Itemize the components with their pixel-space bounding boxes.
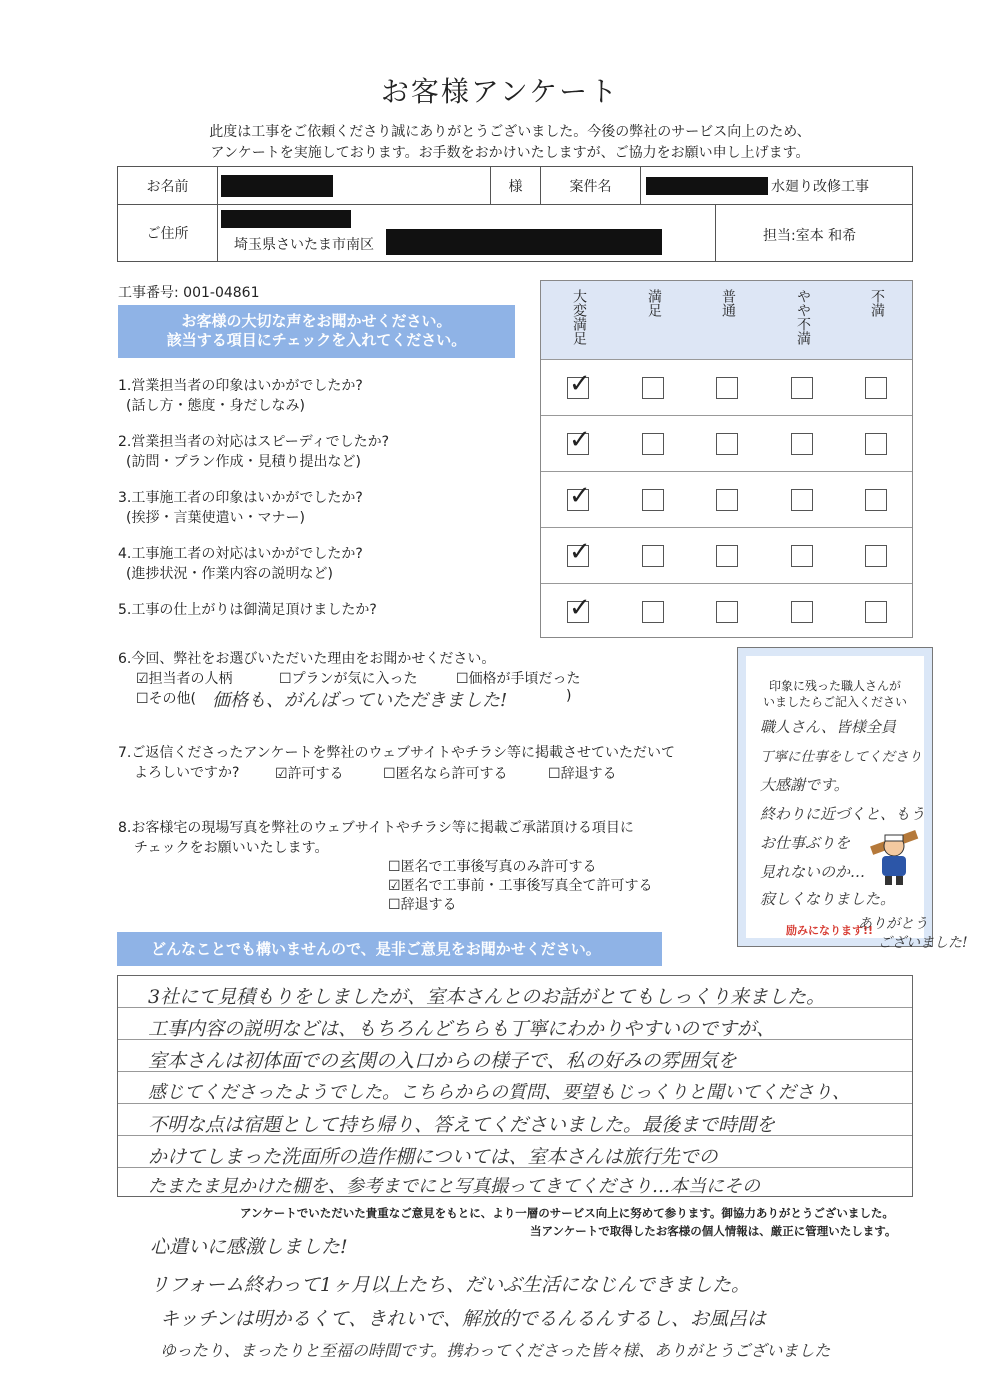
rating-checkbox[interactable] — [865, 545, 887, 567]
comment-line: 室本さんは初体面での玄関の入口からの様子で、私の好みの雰囲気を — [148, 1050, 737, 1072]
q6-option-other[interactable]: ☐その他( — [136, 691, 197, 707]
q8-option-all[interactable]: ☑匿名で工事前・工事後写真全て許可する — [388, 878, 653, 894]
question-2 — [118, 432, 389, 472]
sama-label: 様 — [491, 167, 541, 204]
header-line: お客様の大切な声をお聞かせください。 — [181, 312, 452, 330]
rating-checkbox[interactable] — [791, 601, 813, 623]
q8-option-after-only[interactable]: ☐匿名で工事後写真のみ許可する — [388, 859, 597, 875]
question-1 — [118, 376, 363, 416]
rating-checkbox[interactable] — [716, 601, 738, 623]
rating-checkbox[interactable] — [642, 489, 664, 511]
address-label: ご住所 — [118, 204, 218, 261]
comment-line: 工事内容の説明などは、もちろんどちらも丁寧にわかりやすいのですが、 — [148, 1018, 776, 1040]
option-label: 匿名なら許可する — [395, 766, 508, 782]
rating-checkbox[interactable] — [716, 545, 738, 567]
rating-grid — [540, 280, 913, 638]
option-label: プランが気に入った — [291, 671, 418, 687]
card-line: 職人さん、皆様全員 — [760, 718, 896, 736]
card-thanks-1: ありがとう — [858, 916, 928, 932]
comment-line: たまたま見かけた棚を、参考までにと写真撮ってきてくださり…本当にその — [148, 1176, 760, 1197]
q6-other-handwriting: 価格も、がんばっていただきました! — [212, 690, 508, 711]
after-comment-line: リフォーム終わって1ヶ月以上たち、だいぶ生活になじんできました。 — [150, 1274, 750, 1296]
check-mark-icon: ✓ — [569, 537, 591, 567]
col-somewhat-dissatisfied: やや不満 — [795, 289, 811, 345]
rating-checkbox[interactable] — [642, 377, 664, 399]
header-line: 該当する項目にチェックを入れてください。 — [166, 331, 467, 349]
q8-option-decline[interactable]: ☐辞退する — [388, 897, 457, 913]
comment-line: 感じてくださったようでした。こちらからの質問、要望もじっくりと聞いてくださり、 — [148, 1082, 850, 1103]
q6-option-price[interactable]: ☐価格が手頃だった — [456, 671, 581, 687]
question-sub: (話し方・態度・身だしなみ) — [126, 398, 305, 414]
rating-checkbox[interactable] — [791, 377, 813, 399]
check-mark-icon: ✓ — [569, 481, 591, 511]
page-title: お客様アンケート — [380, 75, 620, 108]
footer-note-2: 当アンケートで取得したお客様の個人情報は、厳正に管理いたします。 — [530, 1224, 897, 1238]
rating-checkbox[interactable] — [716, 377, 738, 399]
rating-checkbox[interactable] — [642, 433, 664, 455]
comment-header: どんなことでも構いませんので、是非ご意見をお聞かせください。 — [117, 932, 662, 966]
after-comment-line: キッチンは明かるくて、きれいで、解放的でるんるんするし、お風呂は — [160, 1308, 766, 1330]
q6-close-paren: ) — [566, 688, 572, 704]
rating-checkbox[interactable] — [865, 601, 887, 623]
card-line: 丁寧に仕事をしてくださり — [760, 749, 922, 765]
option-label: その他( — [148, 691, 197, 707]
project-field — [641, 167, 912, 204]
question-text: 3.工事施工者の印象はいかがでしたか? — [118, 490, 363, 506]
question-text: 8.お客様宅の現場写真を弊社のウェブサイトやチラシ等に掲載ご承諾頂ける項目に — [118, 820, 634, 836]
card-line: お仕事ぶりを — [760, 834, 851, 852]
question-sub: (挨拶・言葉使遣い・マナー) — [126, 510, 305, 526]
question-text: よろしいですか? — [134, 765, 240, 781]
card-badge: 励みになります!! — [786, 924, 874, 937]
check-mark-icon: ✓ — [569, 425, 591, 455]
card-line: 寂しくなりました。 — [760, 890, 896, 908]
rating-checkbox[interactable] — [642, 601, 664, 623]
card-line: 見れないのか… — [760, 863, 866, 881]
intro-line: アンケートを実施しております。お手数をおかけいたしますが、ご協力をお願い申し上げます。 — [210, 145, 810, 161]
question-4 — [118, 544, 363, 584]
question-header — [118, 305, 515, 358]
craftsman-illustration — [868, 826, 920, 886]
staff-name: 担当:室本 和希 — [763, 228, 857, 244]
card-title-line: いましたらご記入ください — [762, 695, 907, 709]
question-5 — [118, 600, 377, 620]
col-satisfied: 満足 — [646, 289, 662, 317]
card-line: 大感謝です。 — [760, 776, 849, 794]
question-text: 7.ご返信くださったアンケートを弊社のウェブサイトやチラシ等に掲載させていただいて — [118, 745, 675, 761]
q6-option-person[interactable]: ☑担当者の人柄 — [136, 671, 233, 687]
after-comment-line: ゆったり、まったりと至福の時間です。携わってくださった皆々様、ありがとうございました — [160, 1341, 831, 1360]
card-line: 終わりに近づくと、もう — [760, 805, 926, 823]
question-text: チェックをお願いいたします。 — [134, 840, 329, 856]
rating-checkbox[interactable] — [865, 489, 887, 511]
col-very-satisfied: 大変満足 — [571, 289, 587, 345]
redaction-bar — [221, 175, 333, 197]
project-label: 案件名 — [541, 167, 641, 204]
rating-checkbox[interactable] — [791, 433, 813, 455]
option-label: 匿名で工事前・工事後写真全て許可する — [400, 878, 653, 894]
after-comment-line: 心遣いに感激しました! — [150, 1236, 348, 1258]
work-number: 工事番号: 001-04861 — [118, 285, 260, 301]
comment-line: かけてしまった洗面所の造作棚については、室本さんは旅行先での — [148, 1146, 718, 1168]
check-mark-icon: ✓ — [569, 369, 591, 399]
question-text: 4.工事施工者の対応はいかがでしたか? — [118, 546, 363, 562]
name-field — [218, 167, 491, 204]
address-field — [218, 204, 716, 261]
card-title — [746, 678, 924, 710]
option-label: 辞退する — [400, 897, 457, 913]
card-title-line: 印象に残った職人さんが — [768, 679, 901, 693]
intro-text — [120, 122, 900, 164]
question-text: 2.営業担当者の対応はスピーディでしたか? — [118, 434, 390, 450]
option-label: 許可する — [287, 766, 344, 782]
col-dissatisfied: 不満 — [869, 289, 885, 317]
redaction-bar — [646, 177, 768, 195]
q6-option-plan[interactable]: ☐プランが気に入った — [279, 671, 418, 687]
option-label: 辞退する — [560, 766, 617, 782]
q7-option-decline[interactable]: ☐辞退する — [548, 766, 617, 782]
q7-option-allow[interactable]: ☑許可する — [275, 766, 344, 782]
redaction-bar — [386, 229, 662, 255]
card-thanks-2: ございました! — [878, 935, 968, 951]
option-label: 価格が手頃だった — [468, 671, 581, 687]
option-label: 匿名で工事後写真のみ許可する — [400, 859, 597, 875]
intro-line: 此度は工事をご依頼くださり誠にありがとうございました。今後の弊社のサービス向上のため、 — [209, 124, 811, 140]
question-6: 6.今回、弊社をお選びいただいた理由をお聞かせください。 — [118, 651, 496, 667]
rating-checkbox[interactable] — [716, 489, 738, 511]
address-value: 埼玉県さいたま市南区 — [234, 237, 374, 253]
redaction-bar — [221, 210, 351, 228]
rating-checkbox[interactable] — [791, 489, 813, 511]
question-text: 1.営業担当者の印象はいかがでしたか? — [118, 378, 363, 394]
comment-line: 不明な点は宿題として持ち帰り、答えてくださいました。最後まで時間を — [148, 1114, 776, 1136]
col-neutral: 普通 — [720, 289, 736, 317]
q7-option-anonymous[interactable]: ☐匿名なら許可する — [383, 766, 508, 782]
rating-checkbox[interactable] — [791, 545, 813, 567]
comment-line: 3社にて見積もりをしましたが、室本さんとのお話がとてもしっくり来ました。 — [148, 986, 826, 1008]
option-label: 担当者の人柄 — [148, 671, 233, 687]
card-body — [746, 656, 924, 938]
customer-info-table — [117, 166, 913, 262]
rating-checkbox[interactable] — [865, 433, 887, 455]
question-3 — [118, 488, 363, 528]
check-mark-icon: ✓ — [569, 593, 591, 623]
rating-checkbox[interactable] — [865, 377, 887, 399]
question-text: 5.工事の仕上がりは御満足頂けましたか? — [118, 602, 377, 618]
rating-checkbox[interactable] — [642, 545, 664, 567]
craftsman-card — [737, 647, 933, 947]
question-sub: (進捗状況・作業内容の説明など) — [126, 566, 333, 582]
rating-checkbox[interactable] — [716, 433, 738, 455]
project-value: 水廻り改修工事 — [771, 179, 869, 195]
name-label: お名前 — [118, 167, 218, 204]
question-sub: (訪問・プラン作成・見積り提出など) — [126, 454, 361, 470]
question-8 — [118, 818, 634, 858]
comment-box[interactable] — [117, 975, 913, 1197]
footer-note-1: アンケートでいただいた貴重なご意見をもとに、より一層のサービス向上に努めて参ります。御協力ありがとうございました。 — [240, 1206, 894, 1220]
